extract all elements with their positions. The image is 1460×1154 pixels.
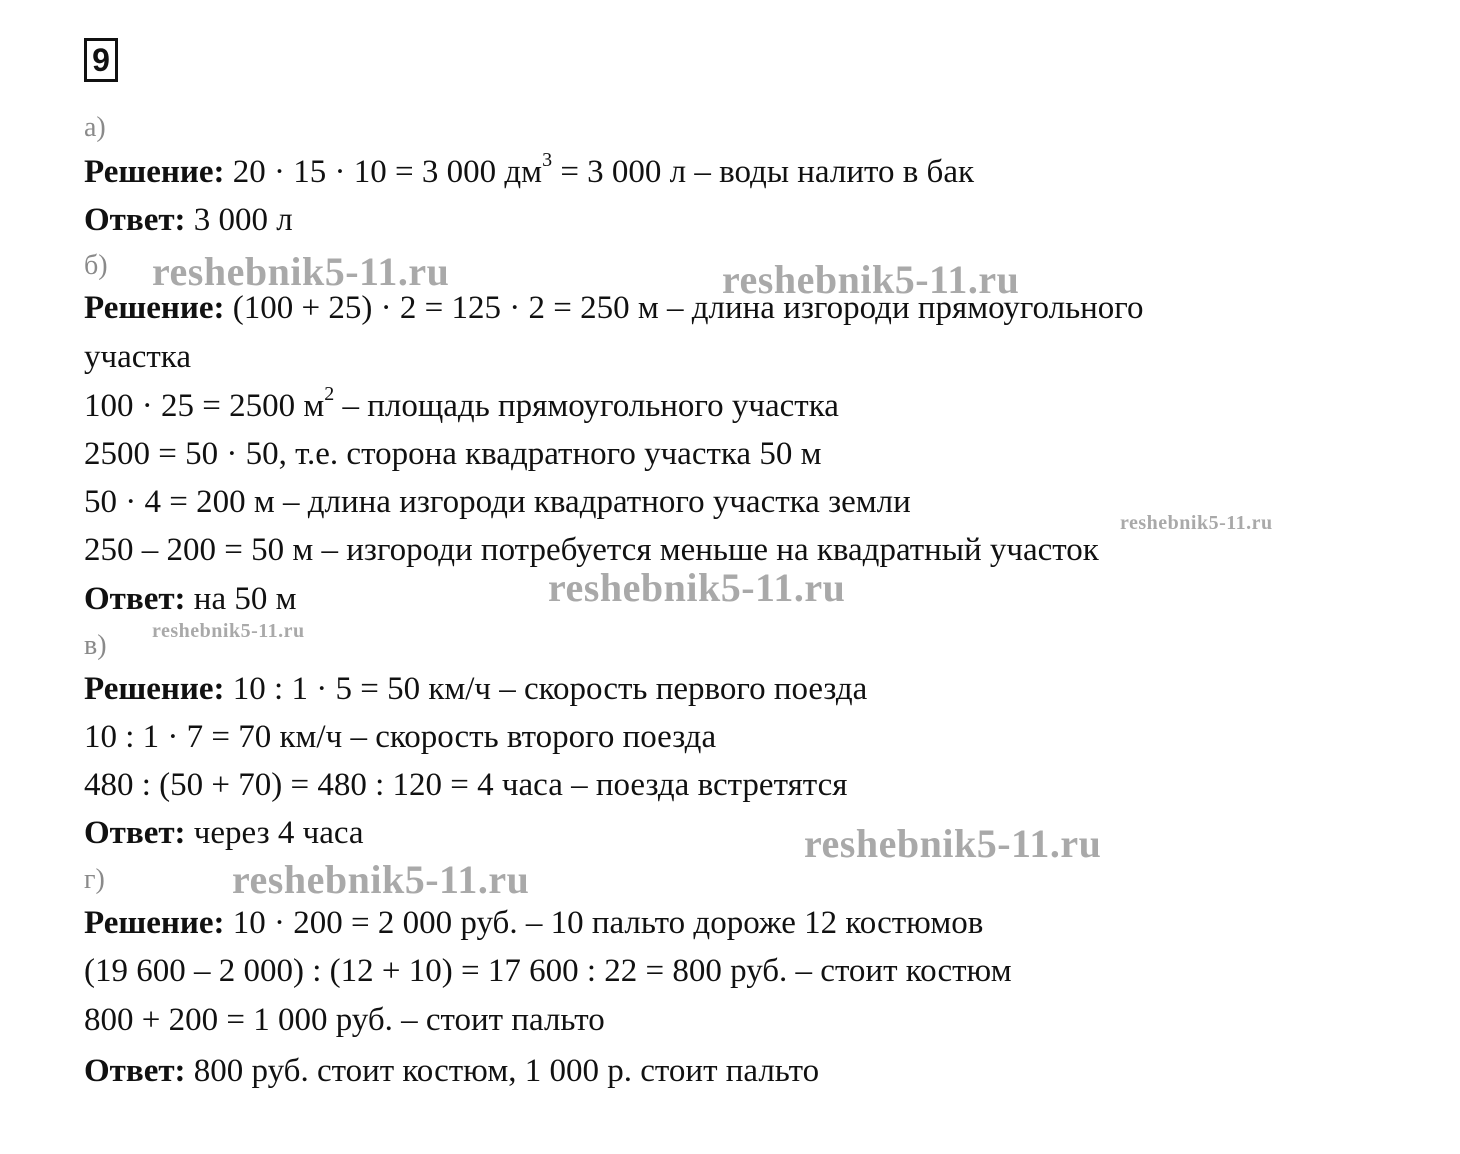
part-d-line3: 800 + 200 = 1 000 руб. – стоит пальто — [84, 1002, 605, 1038]
part-a-answer: 3 000 л — [185, 202, 293, 238]
part-b-line6: 250 – 200 = 50 м – изгороди потребуется меньше на квадратный участок — [84, 532, 1099, 568]
answer-label: Ответ: — [84, 581, 186, 617]
part-b-line2: участка — [84, 339, 191, 375]
solution-label: Решение: — [84, 290, 225, 326]
part-a-label: а) — [84, 112, 106, 143]
part-d-line1-text: 10 · 200 = 2 000 руб. – 10 пальто дороже 12 костюмов — [224, 905, 984, 941]
solution-label: Решение: — [84, 671, 225, 707]
part-c-label: в) — [84, 630, 107, 661]
watermark: reshebnik5-11.ru — [548, 565, 846, 610]
part-c-solution-line — [84, 669, 867, 709]
part-b-answer-line — [84, 579, 297, 619]
part-b-label: б) — [84, 250, 108, 281]
watermark: reshebnik5-11.ru — [152, 620, 305, 642]
watermark: reshebnik5-11.ru — [722, 257, 1020, 302]
part-b-line3-text: 100 · 25 = 2500 м — [84, 388, 325, 424]
solution-label: Решение: — [84, 905, 225, 941]
part-a-answer-line — [84, 200, 293, 240]
part-b-line3-rest: – площадь прямоугольного участка — [334, 388, 839, 424]
part-b-line1-text: (100 + 25) · 2 = 125 · 2 = 250 м – длина изгороди прямоугольного — [224, 290, 1144, 326]
part-c-line3: 480 : (50 + 70) = 480 : 120 = 4 часа – поезда встретятся — [84, 767, 848, 803]
answer-label: Ответ: — [84, 202, 186, 238]
part-a-line1-text: 20 · 15 · 10 = 3 000 дм — [224, 154, 543, 190]
part-a-line1-rest: = 3 000 л – воды налито в бак — [552, 154, 975, 190]
part-d-answer: 800 руб. стоит костюм, 1 000 р. стоит пальто — [185, 1053, 820, 1089]
part-d-label: г) — [84, 864, 105, 895]
watermark: reshebnik5-11.ru — [804, 821, 1102, 866]
task-number-box: 9 — [84, 38, 118, 82]
part-b-answer: на 50 м — [185, 581, 297, 617]
answer-label: Ответ: — [84, 1053, 186, 1089]
part-b-line5: 50 · 4 = 200 м – длина изгороди квадратного участка земли — [84, 484, 911, 520]
part-d-solution-line — [84, 903, 983, 943]
part-c-line1-text: 10 : 1 · 5 = 50 км/ч – скорость первого поезда — [224, 671, 868, 707]
part-b-line3 — [84, 383, 839, 426]
watermark: reshebnik5-11.ru — [152, 249, 450, 294]
part-c-line2: 10 : 1 · 7 = 70 км/ч – скорость второго поезда — [84, 719, 717, 755]
part-d-line2: (19 600 – 2 000) : (12 + 10) = 17 600 : 22 = 800 руб. – стоит костюм — [84, 953, 1012, 989]
part-d-answer-line — [84, 1051, 819, 1091]
watermark: reshebnik5-11.ru — [1120, 512, 1273, 534]
part-c-answer-line — [84, 813, 364, 853]
watermark: reshebnik5-11.ru — [232, 857, 530, 902]
answer-label: Ответ: — [84, 815, 186, 851]
part-b-line4: 2500 = 50 · 50, т.е. сторона квадратного участка 50 м — [84, 436, 822, 472]
superscript-2: 2 — [324, 383, 335, 405]
part-c-answer: через 4 часа — [185, 815, 364, 851]
part-a-solution-line — [84, 149, 975, 192]
superscript-3: 3 — [542, 149, 553, 171]
solution-label: Решение: — [84, 154, 225, 190]
